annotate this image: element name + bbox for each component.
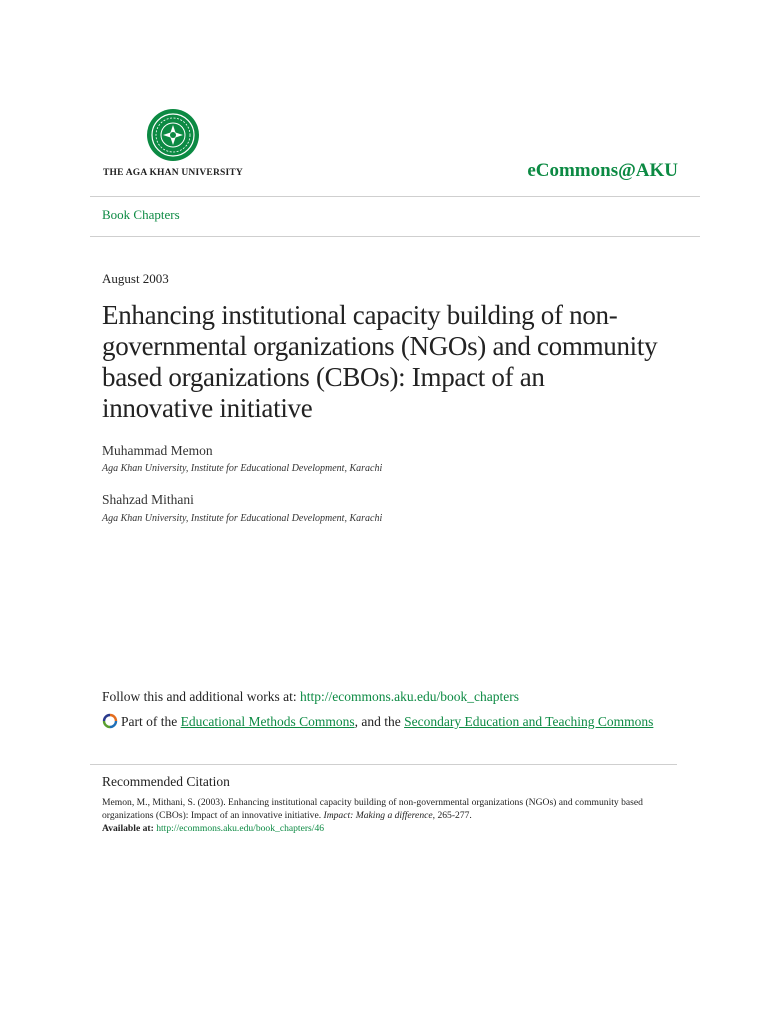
author-affiliation: Aga Khan University, Institute for Educational Development, Karachi [102, 463, 383, 474]
part-of-middle: , and the [354, 714, 405, 729]
publication-date: August 2003 [102, 271, 169, 286]
author-affiliation: Aga Khan University, Institute for Educational Development, Karachi [102, 513, 383, 524]
author-name: Shahzad Mithani [102, 492, 194, 507]
paper-title: Enhancing institutional capacity building of non-governmental organizations (NGOs) and community based organizations (CBOs): Impact of an innovative initiative [102, 300, 658, 423]
citation-pages: , 265-277. [432, 810, 472, 821]
recommended-citation-heading: Recommended Citation [102, 774, 230, 789]
ecommons-brand-link[interactable]: eCommons@AKU [527, 160, 678, 181]
citation-text: Memon, M., Mithani, S. (2003). Enhancing institutional capacity building of non-governmental organizations (NGOs) and community based organizations (CBOs): Impact of an innovative initiative. [102, 797, 643, 821]
university-logo [102, 108, 244, 178]
citation-source: Impact: Making a difference [323, 810, 433, 821]
citation-url-link[interactable]: http://ecommons.aku.edu/book_chapters/46 [156, 823, 325, 834]
follow-prefix: Follow this and additional works at: [102, 689, 300, 704]
educational-methods-commons-link[interactable]: Educational Methods Commons [180, 714, 355, 729]
collection-divider [90, 236, 700, 237]
available-at-label: Available at: [102, 823, 157, 834]
university-seal-icon [146, 108, 200, 162]
citation-divider [90, 764, 677, 765]
part-of-line [102, 712, 662, 731]
collection-link[interactable]: Book Chapters [102, 207, 180, 222]
follow-line [102, 689, 519, 705]
university-name: THE AGA KHAN UNIVERSITY [102, 168, 243, 178]
citation-block [102, 796, 662, 835]
bepress-commons-icon [102, 713, 118, 729]
part-of-prefix: Part of the [121, 714, 181, 729]
author-name: Muhammad Memon [102, 443, 213, 458]
secondary-education-commons-link[interactable]: Secondary Education and Teaching Commons [404, 714, 654, 729]
collection-url-link[interactable]: http://ecommons.aku.edu/book_chapters [300, 689, 519, 704]
header-divider [90, 196, 700, 197]
